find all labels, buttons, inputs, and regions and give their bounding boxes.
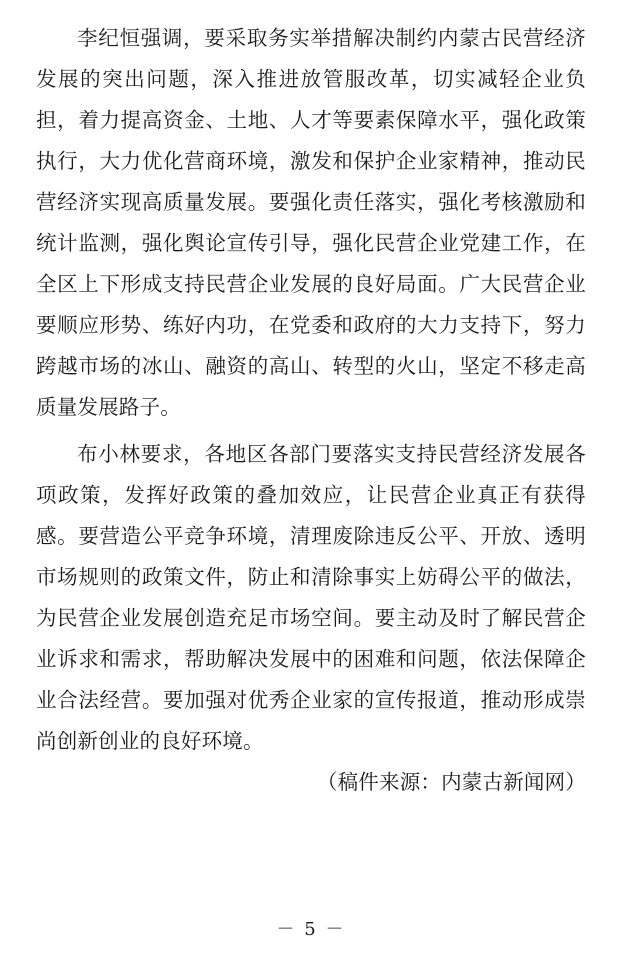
- paragraph-1: 李纪恒强调，要采取务实举措解决制约内蒙古民营经济发展的突出问题，深入推进放管服改革，切实减轻企业负担，着力提高资金、土地、人才等要素保障水平，强化政策执行，大力优化营商环境，激发和保护企业家精神，推动民营经济实现高质量发展。要强化责任落实，强化考核激励和统计监测，强化舆论宣传引导，强化民营企业党建工作，在全区上下形成支持民营企业发展的良好局面。广大民营企业要顺应形势、练好内功，在党委和政府的大力支持下，努力跨越市场的冰山、融资的高山、转型的火山，坚定不移走高质量发展路子。: [36, 26, 586, 419]
- document-body: [36, 18, 586, 803]
- page-number: － 5 －: [276, 919, 346, 940]
- source-note: （稿件来源：内蒙古新闻网）: [316, 770, 586, 794]
- paragraph-2: 布小林要求，各地区各部门要落实支持民营经济发展各项政策，发挥好政策的叠加效应，让民营企业真正有获得感。要营造公平竞争环境，清理废除违反公平、开放、透明市场规则的政策文件，防止和清除事实上妨碍公平的做法，为民营企业发展创造充足市场空间。要主动及时了解民营企业诉求和需求，帮助解决发展中的困难和问题，依法保障企业合法经营。要加强对优秀企业家的宣传报道，推动形成崇尚创新创业的良好环境。: [36, 442, 586, 753]
